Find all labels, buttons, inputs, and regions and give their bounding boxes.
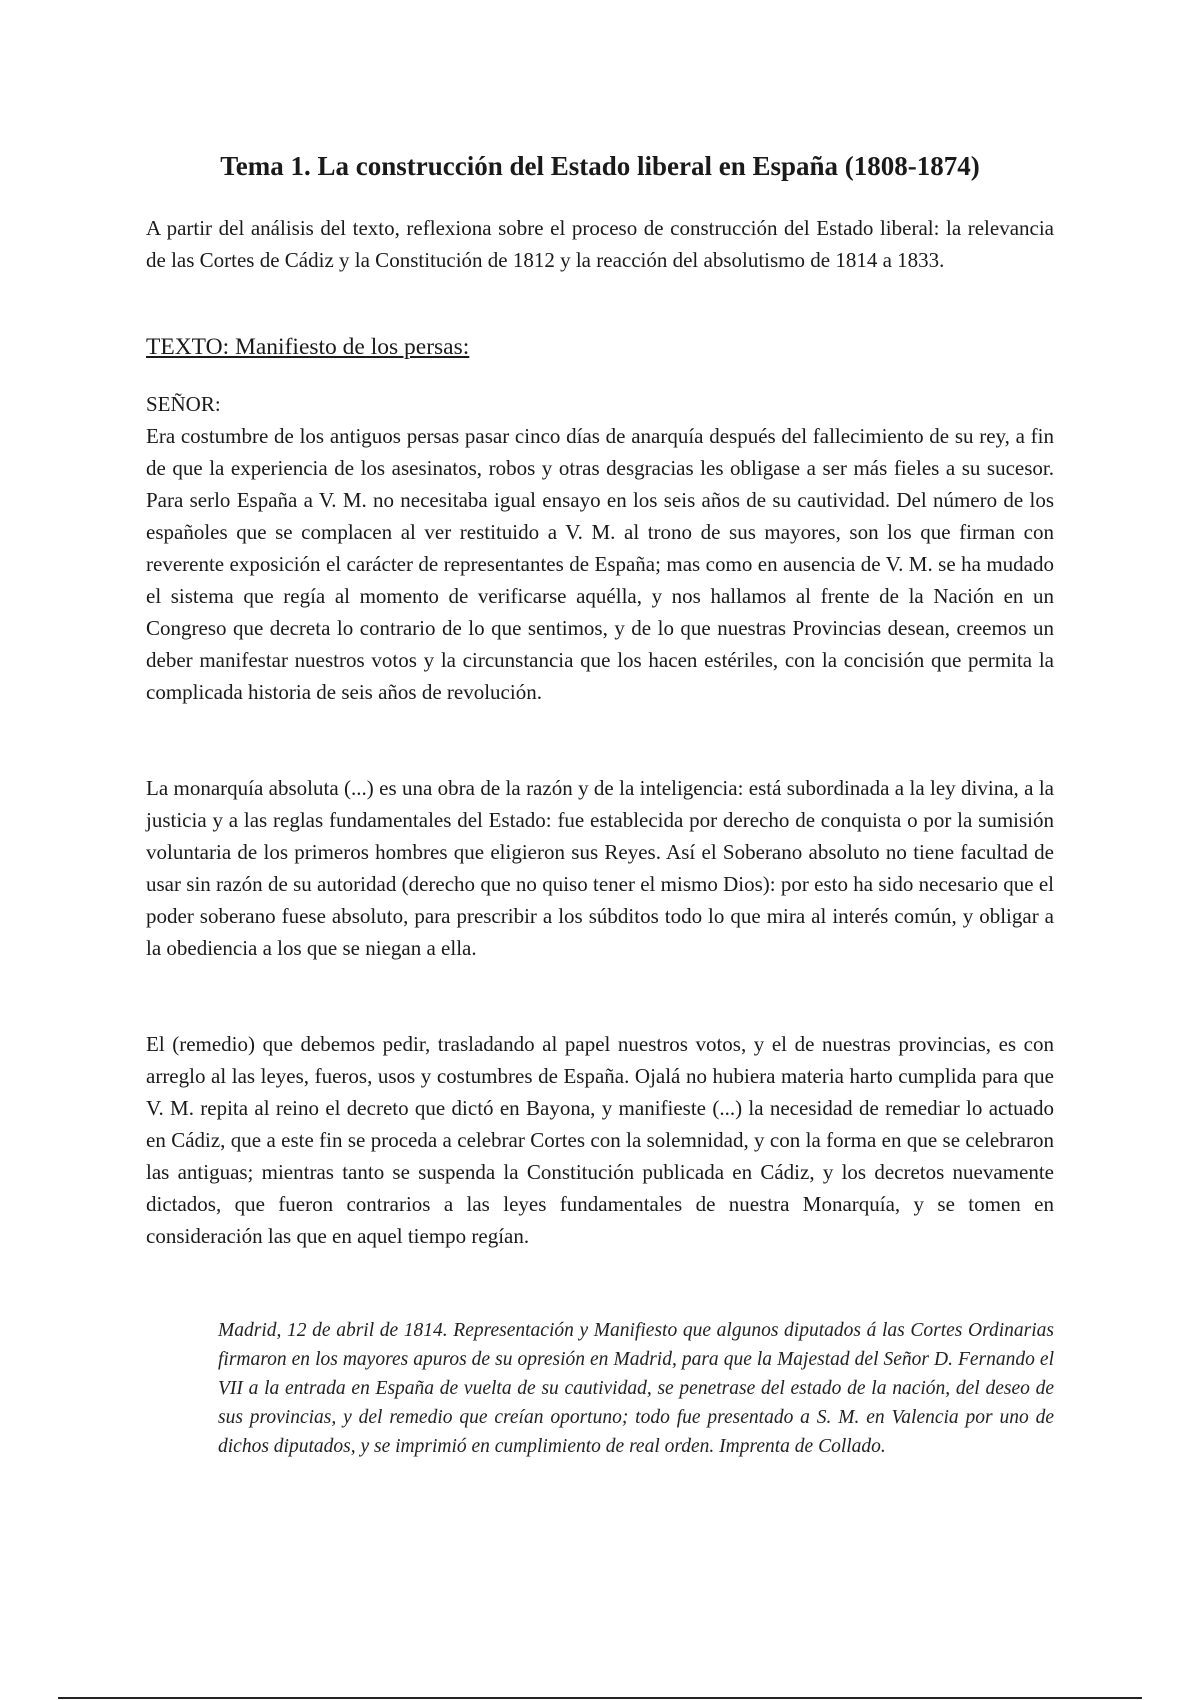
body-paragraph-3: El (remedio) que debemos pedir, trasladando al papel nuestros votos, y el de nuestras provincias, es con arreglo al las leyes, fueros, usos y costumbres de España. Ojalá no hubiera materia harto cumplida para que V. M. repita al reino el decreto que dictó en Bayona, y manifieste (...) la necesidad de remediar lo actuado en Cádiz, que a este fin se proceda a celebrar Cortes con la solemnidad, y con la forma en que se celebraron las antiguas; mientras tanto se suspenda la Constitución publicada en Cádiz, y los decretos nuevamente dictados, que fueron contrarios a las leyes fundamentales de nuestra Monarquía, y se tomen en consideración las que en aquel tiempo regían.	[146, 1032, 1054, 1248]
salutation: SEÑOR:	[146, 392, 221, 416]
intro-paragraph: A partir del análisis del texto, reflexiona sobre el proceso de construcción del Estado liberal: la relevancia de las Cortes de Cádiz y la Constitución de 1812 y la reacción del absolutismo de 1814 a 1833.	[146, 216, 1054, 272]
footer-divider	[58, 1697, 1142, 1699]
page-title: Tema 1. La construcción del Estado liberal en España (1808-1874)	[220, 151, 980, 181]
body-paragraph-2: La monarquía absoluta (...) es una obra de la razón y de la inteligencia: está subordinada a la ley divina, a la justicia y a las reglas fundamentales del Estado: fue establecida por derecho de conquista o por la sumisión voluntaria de los primeros hombres que eligieron sus Reyes. Así el Soberano absoluto no tiene facultad de usar sin razón de su autoridad (derecho que no quiso tener el mismo Dios): por esto ha sido necesario que el poder soberano fuese absoluto, para prescribir a los súbditos todo lo que mira al interés común, y obligar a la obediencia a los que se niegan a ella.	[146, 776, 1054, 960]
text-heading: TEXTO: Manifiesto de los persas:	[146, 334, 470, 360]
body-paragraph-1: Era costumbre de los antiguos persas pasar cinco días de anarquía después del fallecimiento de su rey, a fin de que la experiencia de los asesinatos, robos y otras desgracias les obligase a ser más fieles a su sucesor. Para serlo España a V. M. no necesitaba igual ensayo en los seis años de su cautividad. Del número de los españoles que se complacen al ver restituido a V. M. al trono de sus mayores, son los que firman con reverente exposición el carácter de representantes de España; mas como en ausencia de V. M. se ha mudado el sistema que regía al momento de verificarse aquélla, y nos hallamos al frente de la Nación en un Congreso que decreta lo contrario de lo que sentimos, y de lo que nuestras Provincias desean, creemos un deber manifestar nuestros votos y la circunstancia que los hacen estériles, con la concisión que permita la complicada historia de seis años de revolución.	[146, 424, 1054, 704]
source-citation: Madrid, 12 de abril de 1814. Representación y Manifiesto que algunos diputados á las Cortes Ordinarias firmaron en los mayores apuros de su opresión en Madrid, para que la Majestad del Señor D. Fernando el VII a la entrada en España de vuelta de su cautividad, se penetrase del estado de la nación, del deseo de sus provincias, y del remedio que creían oportuno; todo fue presentado a S. M. en Valencia por uno de dichos diputados, y se imprimió en cumplimiento de real orden. Imprenta de Collado.	[218, 1320, 1054, 1457]
